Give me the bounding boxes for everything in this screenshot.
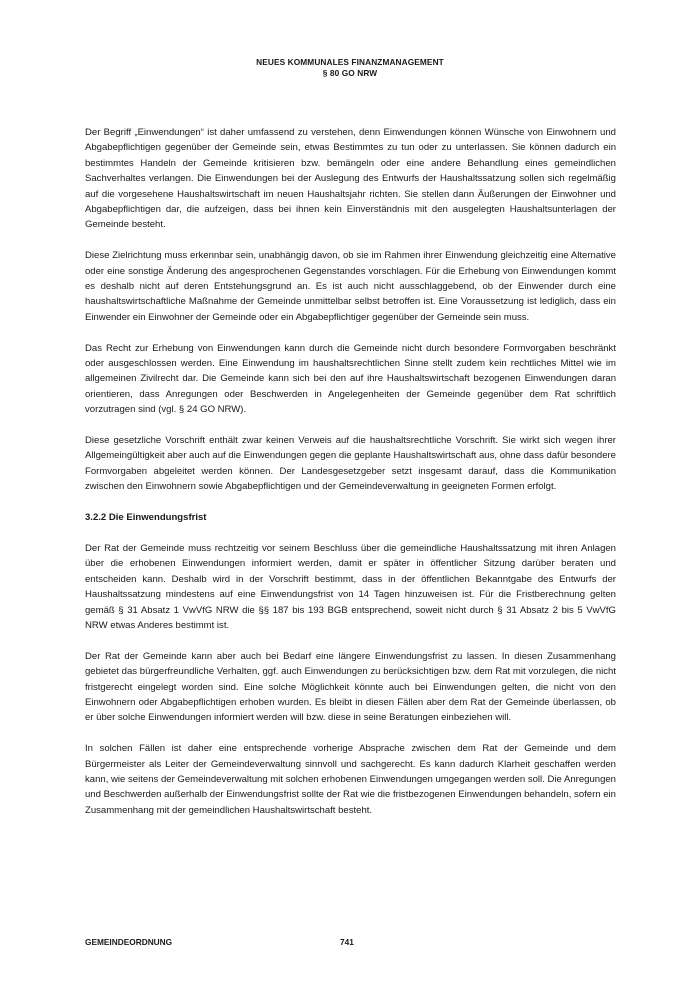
footer-title: GEMEINDEORDNUNG xyxy=(85,937,173,947)
paragraph: Diese gesetzliche Vorschrift enthält zwar keinen Verweis auf die haushaltsrechtliche Vorschrift. Sie wirkt sich wegen ihrer Allgemeingültigkeit aber auch auf die Einwendungen gegen die geplante Haushaltswirtschaft aus, ohne dass dafür besondere Formvorgaben abgeleitet werden können. Der Landesgesetzgeber setzt insgesamt darauf, dass die Kommunikation zwischen den Einwohnern sowie Abgabepflichtigen und der Gemeindeverwaltung in geeigneten Formen erfolgt. xyxy=(85,435,616,493)
header-title: NEUES KOMMUNALES FINANZMANAGEMENT xyxy=(256,57,444,67)
paragraph: Der Rat der Gemeinde muss rechtzeitig vor seinem Beschluss über die gemeindliche Haushaltssatzung mit ihren Anlagen über die erhobenen Einwendungen informiert werden, damit er später in öffentlicher Sitzung darüber beraten und entscheiden kann. Deshalb wird in der Vorschrift bestimmt, dass in der öffentlichen Bekanntgabe des Entwurfs der Haushaltssatzung mindestens auf eine Einwendungsfrist von 14 Tagen hinzuweisen ist. Für die Fristberechnung gelten gemäß § 31 Absatz 1 VwVfG NRW die §§ 187 bis 193 BGB entsprechend, soweit nicht durch § 31 Absatz 2 bis 5 VwVfG NRW etwas Anderes bestimmt ist. xyxy=(85,542,616,631)
document-body xyxy=(85,125,616,834)
section-heading: 3.2.2 Die Einwendungsfrist xyxy=(85,512,207,524)
paragraph: In solchen Fällen ist daher eine entsprechende vorherige Absprache zwischen dem Rat der Gemeinde und dem Bürgermeister als Leiter der Gemeindeverwaltung sinnvoll und sachgerecht. Es kann dadurch Klarheit geschaffen werden kann, wie seitens der Gemeindeverwaltung mit solchen erhobenen Einwendungen umgegangen werden soll. Die Anregungen und Beschwerden außerhalb der Einwendungsfrist sollte der Rat wie die fristbezogenen Einwendungen behandeln, sofern ein Zusammenhang mit der gemeindlichen Haushaltswirtschaft besteht. xyxy=(85,743,616,816)
page-number: 741 xyxy=(340,937,354,947)
paragraph: Das Recht zur Erhebung von Einwendungen kann durch die Gemeinde nicht durch besondere Formvorgaben beschränkt oder ausgeschlossen werden. Eine Einwendung im haushaltsrechtlichen Sinne stellt zudem kein rechtliches Mittel wie im allgemeinen Zivilrecht dar. Die Gemeinde kann sich bei den auf ihre Haushaltswirtschaft bezogenen Einwendungen daran orientieren, dass Anregungen oder Beschwerden in Angelegenheiten der Gemeinde gegenüber dem Rat schriftlich vorzutragen sind (vgl. § 24 GO NRW). xyxy=(85,342,616,416)
header-section: § 80 GO NRW xyxy=(322,67,378,78)
page-header xyxy=(0,57,700,78)
paragraph: Der Rat der Gemeinde kann aber auch bei Bedarf eine längere Einwendungsfrist zu lassen. In diesen Zusammenhang gebietet das bürgerfreundliche Verhalten, ggf. auch Einwendungen zu berücksichtigen bzw. dem Rat mit vorzulegen, die nicht fristgerecht eingelegt worden sind. Eine solche Möglichkeit könnte auch bei Einwendungen gelten, die nicht von den Einwohnern oder Abgabepflichtigen erhoben wurden. Es bleibt in diesen Fällen aber dem Rat der Gemeinde überlassen, ob er über solche Einwendungen informiert werden will bzw. diese in seine Beratungen einbeziehen will. xyxy=(85,650,616,724)
paragraph: Diese Zielrichtung muss erkennbar sein, unabhängig davon, ob sie im Rahmen ihrer Einwendung gleichzeitig eine Alternative oder eine sonstige Änderung des angesprochenen Gegenstandes vorschlagen. Für die Erhebung von Einwendungen kommt es deshalb nicht auf deren Entstehungsgrund an. Es ist auch nicht ausschlaggebend, ob der Einwender durch eine haushaltswirtschaftliche Maßnahme der Gemeinde unmittelbar selbst betroffen ist. Eine Voraussetzung ist lediglich, dass ein Einwender ein Einwohner der Gemeinde oder ein Abgabepflichtiger gegenüber der Gemeinde sein muss. xyxy=(85,250,616,323)
paragraph: Der Begriff „Einwendungen“ ist daher umfassend zu verstehen, denn Einwendungen können Wünsche von Einwohnern und Abgabepflichtigen gegenüber der Gemeinde sein, etwas Bestimmtes zu tun oder zu unterlassen. Sie können dadurch ein bestimmtes Handeln der Gemeinde kritisieren bzw. bemängeln oder eine andere Behandlung eines gemeindlichen Sachverhaltes verlangen. Die Einwendungen bei der Auslegung des Entwurfs der Haushaltssatzung sollen sich regelmäßig auf die vorgesehene Haushaltswirtschaft im neuen Haushaltsjahr richten. Sie stellen dann Äußerungen der Einwohner und Abgabepflichtigen dar, die aufzeigen, dass bei ihnen kein Einverständnis mit den ausgelegten Haushaltsunterlagen der Gemeinde besteht. xyxy=(85,127,616,231)
